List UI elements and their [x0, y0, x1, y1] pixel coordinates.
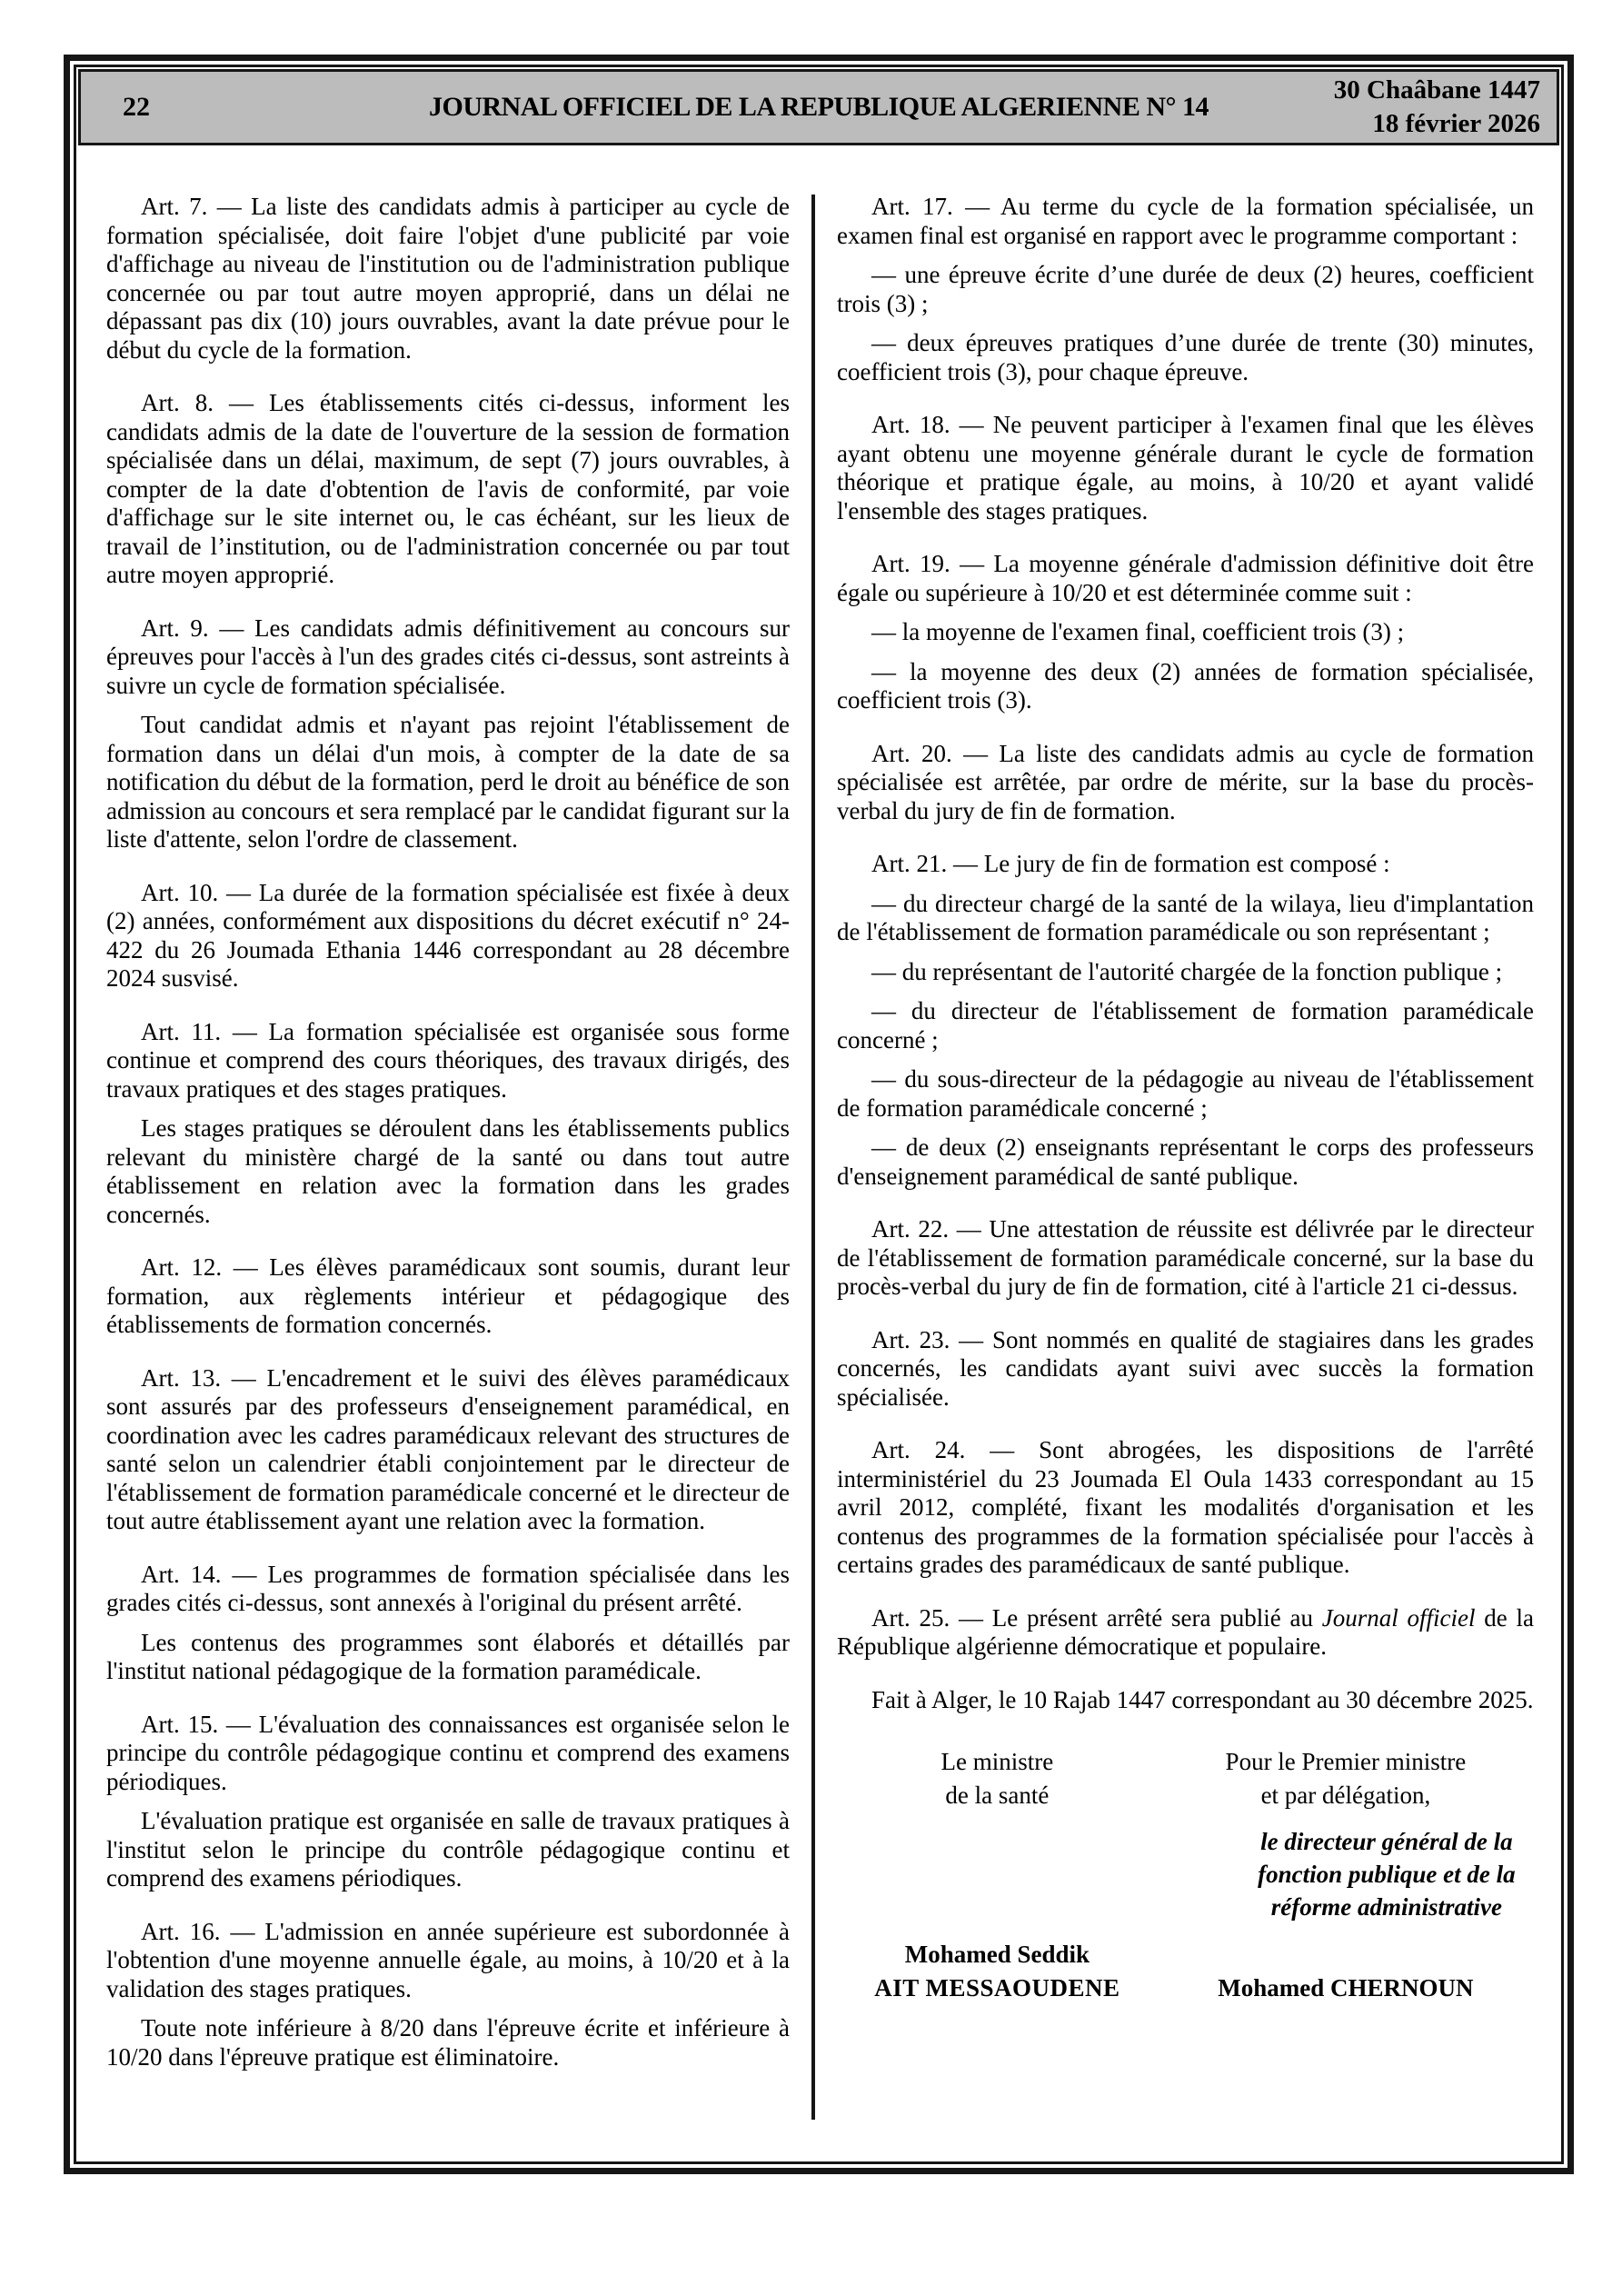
paragraph: — du sous-directeur de la pédagogie au niveau de l'établissement de formation paramédicale concerné ; [837, 1065, 1534, 1122]
paragraph: — de deux (2) enseignants représentant le corps des professeurs d'enseignement paramédical de santé publique. [837, 1133, 1534, 1190]
paragraph: Art. 19. — La moyenne générale d'admission définitive doit être égale ou supérieure à 10/20 et est déterminée comme suit : [837, 550, 1534, 606]
paragraph: Art. 9. — Les candidats admis définitivement au concours sur épreuves pour l'accès à l'un des grades cités ci-dessus, sont astreints à suivre un cycle de formation spécialisée. [106, 614, 790, 699]
paragraph: Art. 22. — Une attestation de réussite est délivrée par le directeur de l'établissement de formation paramédicale concerné, sur la base du procès-verbal du jury de fin de formation, cité à l'article 21 ci-dessus. [837, 1215, 1534, 1300]
signer-left-title-2: de la santé [945, 1782, 1050, 1809]
paragraph: Fait à Alger, le 10 Rajab 1447 correspondant au 30 décembre 2025. [871, 1685, 1534, 1713]
paragraph: Art. 12. — Les élèves paramédicaux sont soumis, durant leur formation, aux règlements intérieur et pédagogique des établissements de formation concernés. [106, 1253, 790, 1338]
signer-left-name-2: AIT MESSAOUDENE [874, 1974, 1120, 2002]
paragraph: — du directeur chargé de la santé de la wilaya, lieu d'implantation de l'établissement de formation paramédicale ou son représentant ; [837, 889, 1534, 945]
paragraph: — du directeur de l'établissement de formation paramédicale concerné ; [837, 997, 1534, 1053]
paragraph: — du représentant de l'autorité chargée de la fonction publique ; [871, 957, 1503, 985]
paragraph: Tout candidat admis et n'ayant pas rejoint l'établissement de formation dans un délai d'un mois, à compter de la date de sa notification du début de la formation, perd le droit au bénéfice de son admission au concours et sera remplacé par le candidat figurant sur la liste d'attente, selon l'ordre de classement. [106, 711, 790, 853]
right-column [837, 193, 1534, 2161]
signature-spacer [1158, 1938, 1534, 1972]
delegate-title: le directeur général de la fonction publique et de la réforme administrative [1258, 1828, 1516, 1921]
signature-block [837, 1745, 1534, 2005]
paragraph: Art. 10. — La durée de la formation spécialisée est fixée à deux (2) années, conformément aux dispositions du décret exécutif n° 24-422 du 26 Joumada Ethania 1446 correspondant au 28 décembre 2024 susvisé. [106, 878, 790, 992]
paragraph: Art. 21. — Le jury de fin de formation est composé : [871, 850, 1390, 877]
date-hijri: 30 Chaâbane 1447 [1333, 75, 1540, 105]
paragraph: Art. 13. — L'encadrement et le suivi des élèves paramédicaux sont assurés par des professeurs d'enseignement paramédical, en coordination avec les cadres paramédicaux relevant des structures de santé selon un calendrier établi conjointement par le directeur de l'établissement de formation paramédicale concerné et le directeur de tout autre établissement ayant une relation avec la formation. [106, 1363, 790, 1534]
signature-spacer [837, 1812, 1158, 1938]
paragraph: Art. 11. — La formation spécialisée est organisée sous forme continue et comprend des cours théoriques, des travaux dirigés, des travaux pratiques et des stages pratiques. [106, 1017, 790, 1103]
header-band [78, 69, 1559, 145]
paragraph: Art. 24. — Sont abrogées, les dispositions de l'arrêté interministériel du 23 Joumada El Oula 1433 correspondant au 15 avril 2012, complété, fixant les modalités d'organisation et les contenus des programmes de la formation spécialisée pour l'accès à certains grades des paramédicaux de santé publique. [837, 1436, 1534, 1578]
paragraph: — deux épreuves pratiques d’une durée de trente (30) minutes, coefficient trois (3), pour chaque épreuve. [837, 329, 1534, 385]
paragraph: Art. 23. — Sont nommés en qualité de stagiaires dans les grades concernés, les candidats ayant suivi avec succès la formation spécialisée. [837, 1325, 1534, 1411]
paragraph: Art. 20. — La liste des candidats admis au cycle de formation spécialisée est arrêtée, par ordre de mérite, sur la base du procès-verbal du jury de fin de formation. [837, 739, 1534, 824]
right-column-paragraphs [837, 193, 1534, 1714]
paragraph: Les stages pratiques se déroulent dans les établissements publics relevant du ministère chargé de la santé ou dans tout autre établissement en relation avec la formation dans les grades concernés. [106, 1114, 790, 1228]
paragraph: L'évaluation pratique est organisée en salle de travaux pratiques à l'institut selon le principe du contrôle pédagogique continu et comprend des examens périodiques. [106, 1807, 790, 1892]
date-gregorian: 18 février 2026 [1372, 109, 1540, 138]
paragraph: Art. 25. — Le présent arrêté sera publié au Journal officiel de la République algérienne démocratique et populaire. [837, 1603, 1534, 1660]
signer-left-title-1: Le ministre [940, 1748, 1054, 1775]
paragraph: — la moyenne de l'examen final, coefficient trois (3) ; [871, 618, 1405, 645]
paragraph: Art. 7. — La liste des candidats admis à participer au cycle de formation spécialisée, doit faire l'objet d'une publicité par voie d'affichage au niveau de l'institution ou de l'administration publique concernée ou par tout autre moyen approprié, dans un délai ne dépassant pas dix (10) jours ouvrables, avant la date prévue pour le début du cycle de la formation. [106, 193, 790, 364]
page-number: 22 [123, 92, 150, 122]
journal-title: JOURNAL OFFICIEL DE LA REPUBLIQUE ALGERIENNE N° 14 [429, 92, 1209, 122]
signer-right-title-2: et par délégation, [1260, 1782, 1431, 1809]
page-frame [64, 55, 1574, 2174]
paragraph: Art. 17. — Au terme du cycle de la formation spécialisée, un examen final est organisé en rapport avec le programme comportant : [837, 193, 1534, 249]
paragraph: — la moyenne des deux (2) années de formation spécialisée, coefficient trois (3). [837, 657, 1534, 714]
signer-right-name: Mohamed CHERNOUN [1218, 1974, 1474, 2002]
paragraph: Toute note inférieure à 8/20 dans l'épreuve écrite et inférieure à 10/20 dans l'épreuve pratique est éliminatoire. [106, 2014, 790, 2071]
paragraph: Art. 8. — Les établissements cités ci-dessus, informent les candidats admis de la date de l'ouverture de la session de formation spécialisée dans un délai, maximum, de sept (7) jours ouvrables, à compter de la date d'obtention de l'avis de conformité, par voie d'affichage sur le site internet ou, le cas échéant, sur les lieux de travail de l’institution, ou de l'administration concernée ou par tout autre moyen approprié. [106, 389, 790, 588]
paragraph: Art. 16. — L'admission en année supérieure est subordonnée à l'obtention d'une moyenne annuelle égale, au moins, à 10/20 et à la validation des stages pratiques. [106, 1917, 790, 2002]
column-divider [811, 195, 815, 2120]
paragraph: Les contenus des programmes sont élaborés et détaillés par l'institut national pédagogique de la formation paramédicale. [106, 1628, 790, 1684]
header-dates [1334, 74, 1557, 141]
signer-right-title-1: Pour le Premier ministre [1225, 1748, 1467, 1775]
paragraph: Art. 14. — Les programmes de formation spécialisée dans les grades cités ci-dessus, sont annexés à l'original du présent arrêté. [106, 1560, 790, 1616]
signer-left-name-1: Mohamed Seddik [904, 1941, 1090, 1968]
paragraph: Art. 15. — L'évaluation des connaissances est organisée selon le principe du contrôle pédagogique continu et comprend des examens périodiques. [106, 1710, 790, 1795]
page-inner-border [74, 65, 1564, 2164]
left-column [106, 193, 790, 2161]
content-columns [76, 147, 1561, 2161]
paragraph: Art. 18. — Ne peuvent participer à l'examen final que les élèves ayant obtenu une moyenne générale durant le cycle de formation théorique et pratique égale, au moins, à 10/20 et ayant validé l'ensemble des stages pratiques. [837, 411, 1534, 524]
paragraph: — une épreuve écrite d’une durée de deux (2) heures, coefficient trois (3) ; [837, 261, 1534, 317]
